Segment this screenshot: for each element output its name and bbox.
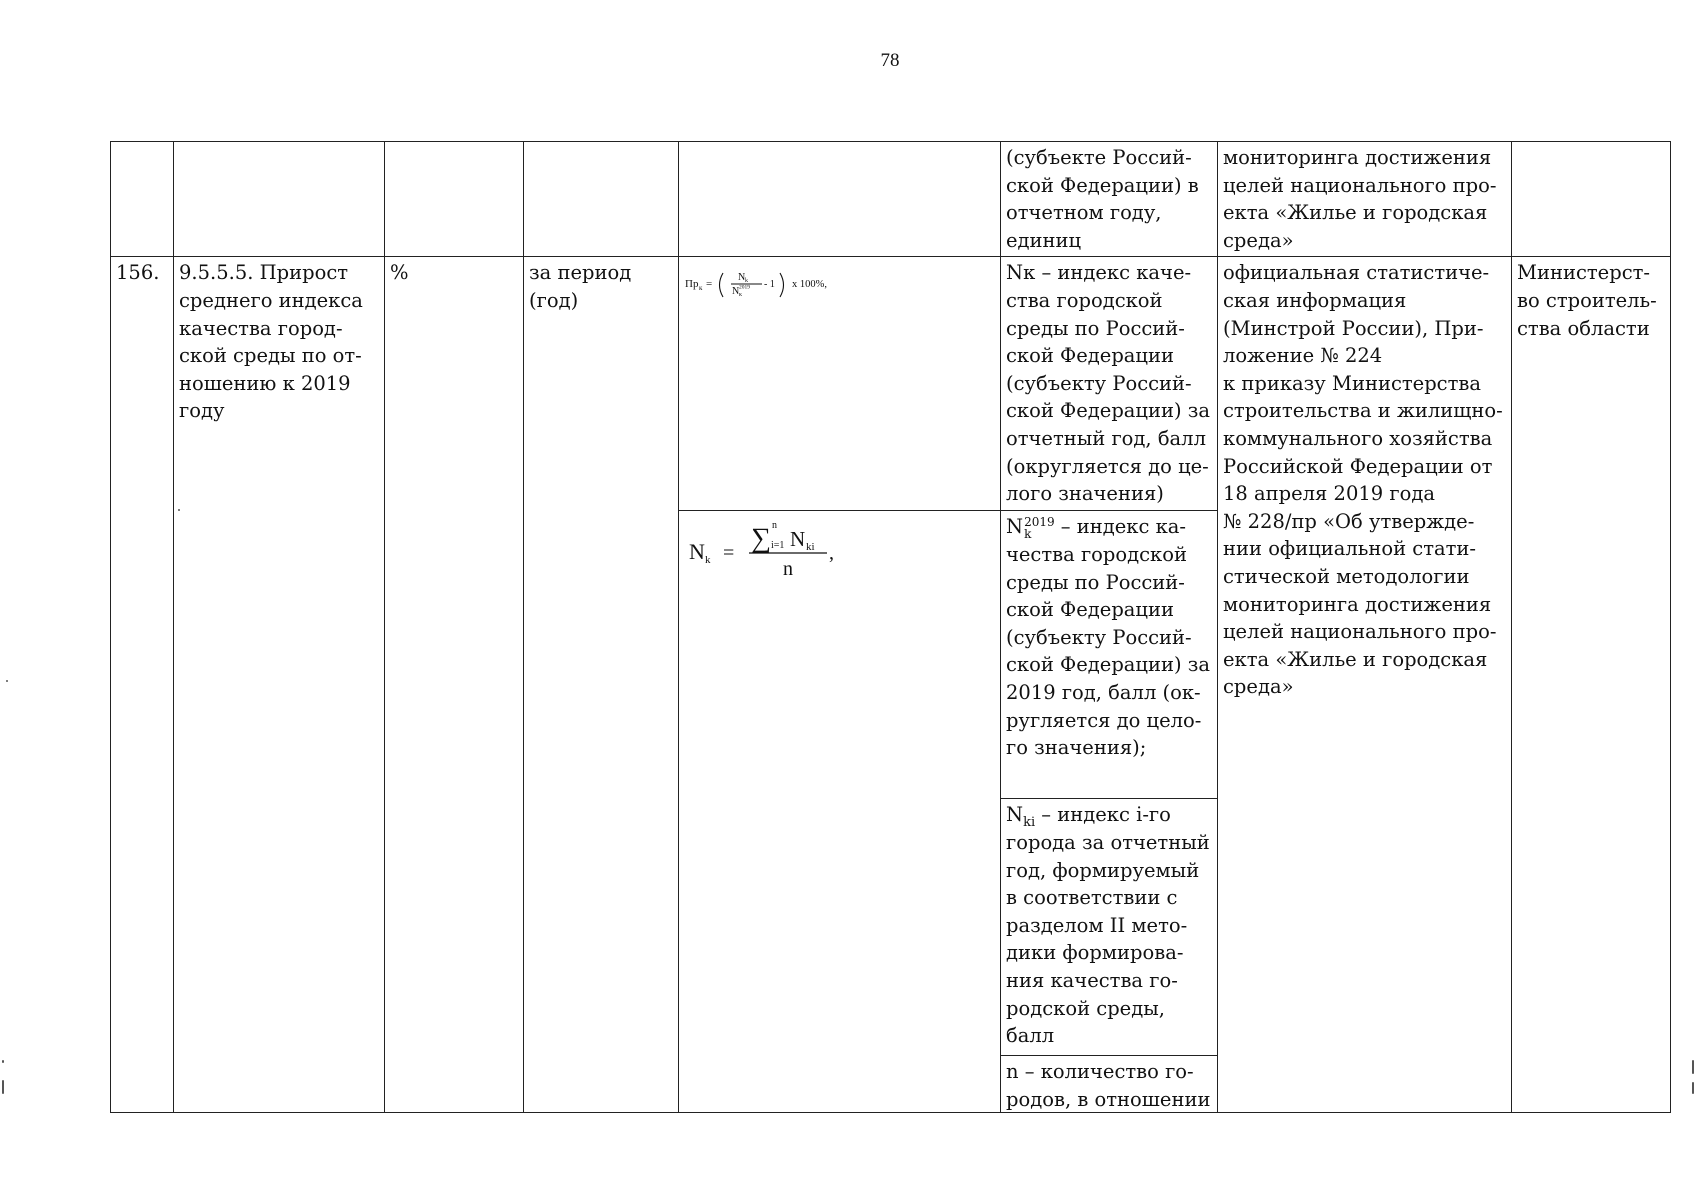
scan-mark [1692, 1082, 1694, 1094]
indicator-table [110, 141, 1671, 1113]
cell-description-continued: (субъекте Россий- ской Федерации) в отчетном году, единиц [1001, 142, 1218, 257]
cell-formulas [679, 257, 1001, 1113]
cell-row-number: 156. [111, 257, 174, 1113]
cell-formula-empty [679, 142, 1001, 257]
cell-period: за период (год) [524, 257, 679, 1113]
scan-mark [1692, 1060, 1694, 1074]
desc-nk: Nк – индекс каче- ства городской среды по Россий- ской Федерации (субъекту Россий- ской Федерации) за отчетный год, балл (округляется до це- лого значения) [1001, 257, 1217, 511]
formula1-lhs: Пр [685, 278, 699, 291]
formula1-lhs-sub: к [699, 284, 703, 293]
formula1-paren-left [720, 273, 724, 297]
formula1-num: N [738, 272, 746, 284]
formula1-eq: = [706, 278, 713, 291]
cell-source: официальная статистиче- ская информация (Минстрой России), При- ложение № 224 к приказу Министерства строительства и жилищно- коммунального хозяйства Российской Федерации от 18 апреля 2019 года № 228/пр «Об утвержде- нии официальной стати- стической методологии мониторинга достижения целей национального про- екта «Жилье и городская среда» [1218, 257, 1512, 1113]
formula2-sigma: ∑ [751, 523, 771, 555]
scan-mark [2, 1060, 4, 1063]
formula2-lhs: N [689, 539, 705, 565]
formula1-den-sub: к [739, 292, 742, 299]
page-number: 78 [880, 50, 900, 71]
formula2-den: n [783, 558, 793, 581]
cell-descriptions [1001, 257, 1218, 1113]
table-row-156 [111, 257, 1671, 1113]
formula1-minus-one: - 1 [764, 279, 775, 291]
scan-mark [178, 509, 180, 511]
cell-responsible: Министерст- во строитель- ства области [1512, 257, 1671, 1113]
formula2-sum-bottom: i=1 [771, 540, 785, 552]
table-row-continuation [111, 142, 1671, 257]
desc-nki: $N_{ki}$ – индекс i-го города за отчетный год, формируемый в соответствии с разделом II мето- дики формирова- ния качества го- родской среды, балл [1001, 799, 1217, 1056]
formula2-term: N [790, 527, 806, 552]
formula-average-svg [679, 511, 1001, 601]
cell-name-empty [174, 142, 385, 257]
formula2-comma: , [829, 542, 834, 565]
scan-mark [2, 1080, 4, 1094]
formula2-lhs-sub: k [705, 554, 711, 567]
desc-n: n – количество го- родов, в отношении [1006, 1060, 1211, 1111]
formula2-sum-top: n [772, 520, 777, 532]
cell-period-empty [524, 142, 679, 257]
formula1-den-sup: 2019 [739, 284, 750, 291]
desc-nk2019: N 2019 k – индекс ка- чества городской среды по Россий- ской Федерации (субъекту Россий- ской Федерации) за 2019 год, балл (ок- ругляется до цело- го значения); [1001, 511, 1217, 799]
formula1-paren-right [780, 273, 784, 297]
cell-responsible-empty [1512, 142, 1671, 257]
cell-unit: % [385, 257, 524, 1113]
cell-indicator-name: 9.5.5.5. Прирост среднего индекса качества город- ской среды по от- ношению к 2019 году [174, 257, 385, 1113]
cell-unit-empty [385, 142, 524, 257]
scan-mark [6, 680, 8, 682]
formula-growth [679, 257, 1000, 511]
cell-source-continued: мониторинга достижения целей национального про- екта «Жилье и городская среда» [1218, 142, 1512, 257]
formula-average [679, 511, 1000, 1107]
formula-growth-svg [679, 257, 1001, 317]
formula2-term-sub: ki [806, 541, 815, 554]
formula2-eq: = [723, 542, 735, 565]
formula1-den: N [732, 286, 740, 298]
cell-number-empty [111, 142, 174, 257]
formula1-num-sub: k [745, 278, 748, 285]
formula1-tail: x 100%, [792, 279, 827, 291]
